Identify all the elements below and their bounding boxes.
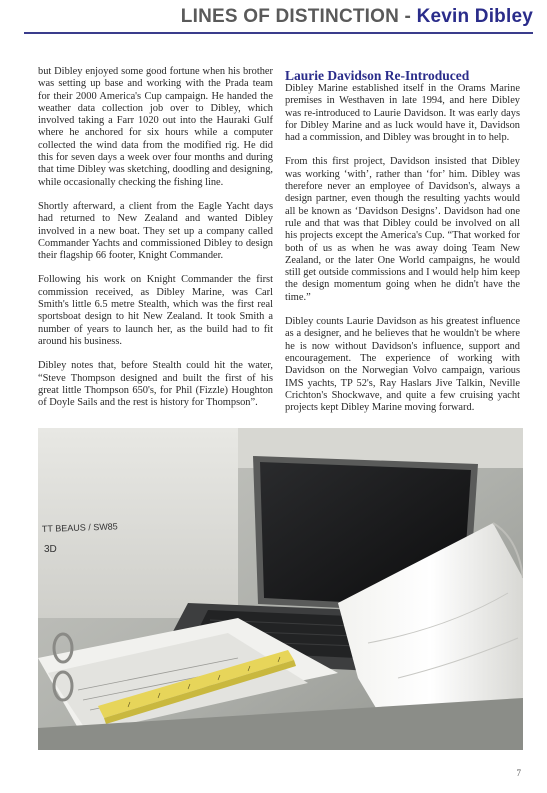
header-separator: -: [404, 6, 412, 27]
header-rule: [24, 32, 533, 34]
body-paragraph: Dibley counts Laurie Davidson as his greatest influence as a designer, and he believes that he wouldn't be where he is now without Davidson's influence, support and encouragement. The experience of working with Davidson on the Norwegian Volvo campaign, various IMS yachts, TP 52's, Ray Haslars Jive Talkin, Neville Crichton's Shockwave, and quite a few cruising yacht projects kept Dibley Marine moving forward.: [285, 316, 520, 414]
body-paragraph: Dibley Marine established itself in the Orams Marine premises in Westhaven in late 1994, and here Dibley was re-introduced to Laurie Davidson. It was early days for Dibley Marine and as luck would have it, Davidson had a commission, and Dibley was brought in to help.: [285, 83, 520, 144]
running-header: [181, 6, 533, 28]
series-title: LINES OF DISTINCTION: [180, 6, 400, 27]
whiteboard-scribble: 3D: [44, 544, 57, 555]
right-column: [285, 68, 520, 426]
section-heading: Laurie Davidson Re-Introduced: [285, 68, 470, 83]
body-paragraph: Following his work on Knight Commander the first commission received, as Dibley Marine, was Carl Smith's little 6.5 metre Stealth, which was the first real sportsboat design to hit New Zealand. It took Smith a number of years to launch her, as the build had to fit around his business.: [38, 274, 273, 347]
body-paragraph: Shortly afterward, a client from the Eagle Yacht days had returned to New Zealand and wanted Dibley involved in a new boat. They set up a company called Commander Yachts and commissioned Dibley to design their flagship 66 footer, Knight Commander.: [38, 200, 273, 262]
left-column: [38, 66, 273, 421]
body-paragraph: From this first project, Davidson insisted that Dibley was working ‘with’, rather than ‘for’ him. Dibley was therefore never an employee of Davidson's, always a design partner, even though the resulting yachts would all be known as ‘Davidson Designs’. Davidson had one rule and that was that Dibley could be involved on all his projects except the America's Cup. “That worked for both of us as when he was away doing Team New Zealand, or the later One World campaigns, he would still get outside commissions and I would help him keep the design momentum going when he didn't have the time.”: [285, 156, 520, 303]
body-paragraph: Dibley notes that, before Stealth could hit the water, “Steve Thompson designed and built the first of his great little Thompson 650's, for Phil (Fizzle) Houghton of Doyle Sails and the rest is history for Thompson”.: [38, 360, 273, 409]
whiteboard-scribble: TT BEAUS / SW85: [41, 521, 118, 534]
author-name: Kevin Dibley: [416, 6, 533, 27]
photo-design-desk: [38, 428, 523, 750]
page-number: 7: [516, 768, 521, 778]
body-paragraph: but Dibley enjoyed some good fortune when his brother was setting up base and working with the Prada team for their 2000 America's Cup campaign. He handed the weather data collection job over to Dibley, which involved taking a Farr 1020 out into the Hauraki Gulf where he anchored for six hours while a computer collected the wind data from the modified rig. He did this for seven days a week over four months and during that time Dibley was sketching, doodling and designing, while occasionally checking the fishing line.: [38, 66, 273, 188]
